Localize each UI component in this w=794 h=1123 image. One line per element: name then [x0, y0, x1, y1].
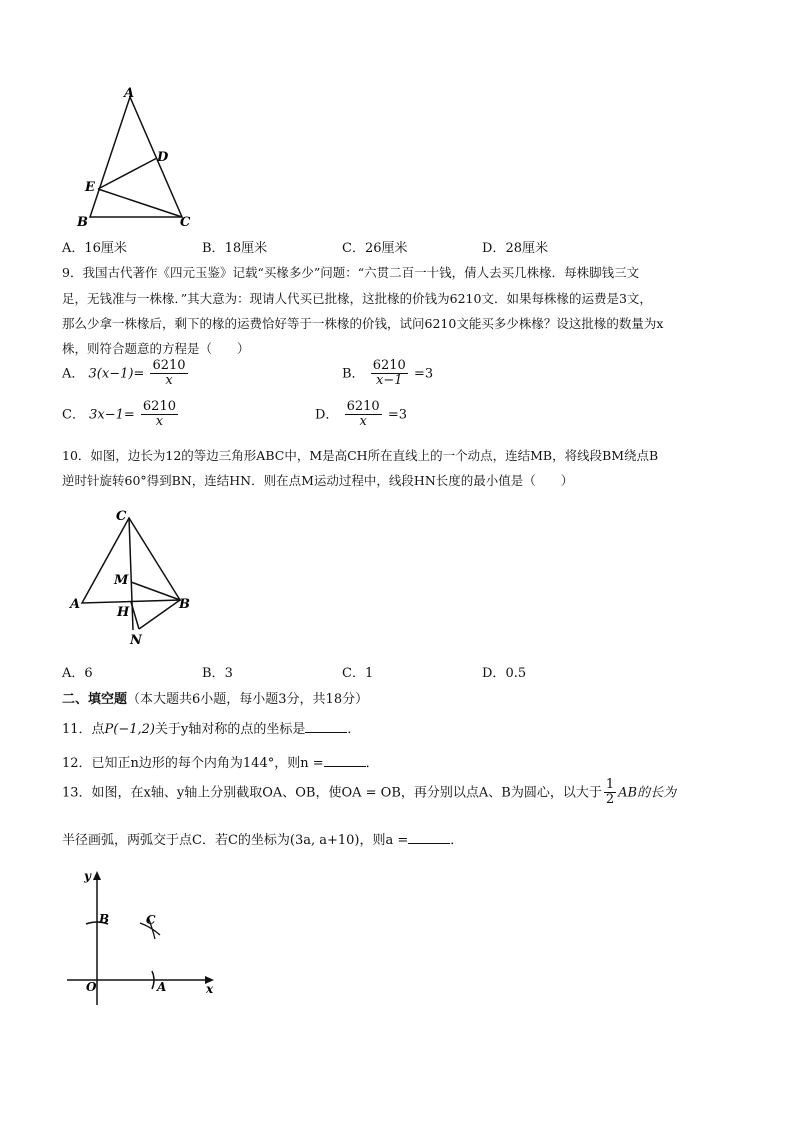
q9-option-a[interactable]: A． 3(x−1)= $\frac{6210}{x}$ — [62, 358, 186, 389]
q9-option-c[interactable]: C． 3x−1= $\frac{6210}{x}$ — [62, 399, 176, 430]
label-b: B — [99, 912, 110, 926]
altitude-ch — [129, 518, 133, 630]
q10-line-2: 逆时针旋转60°得到BN，连结HN．则在点M运动过程中，线段HN长度的最小值是（ ） — [62, 473, 574, 488]
q10-option-c[interactable]: C．1 — [342, 666, 374, 681]
q10-line-1: 10．如图，边长为12的等边三角形ABC中，M是高CH所在直线上的一个动点，连结MB，将线段BM绕点B — [62, 448, 659, 463]
q10-option-a[interactable]: A．6 — [62, 666, 93, 681]
q13-line-1: 13．如图，在x轴、y轴上分别截取OA、OB，使OA = OB，再分别以点A、B为圆心，以大于 $\frac{1}{2}$ AB的长为 — [62, 777, 677, 808]
label-x: x — [206, 982, 214, 996]
q10-triangle-figure — [65, 500, 205, 650]
y-axis-arrow — [93, 871, 101, 880]
q8-option-d[interactable]: D．28厘米 — [482, 241, 548, 256]
segment-bn — [139, 600, 180, 629]
q9-option-b[interactable]: B． $\frac{6210}{x-1}$ =3 — [342, 358, 434, 389]
q11: 11．点P(−1,2)关于y轴对称的点的坐标是 ． — [62, 722, 361, 737]
q10-option-b[interactable]: B．3 — [202, 666, 233, 681]
label-d: D — [157, 150, 169, 165]
label-c: C — [180, 215, 191, 230]
segment-ec — [98, 189, 182, 217]
fraction: $\frac{6210}{x}$ — [142, 399, 176, 430]
label-a: A — [70, 597, 81, 612]
q8-option-b[interactable]: B．18厘米 — [202, 241, 268, 256]
fraction: $\frac{6210}{x}$ — [346, 399, 380, 430]
q9-line-2: 足，无钱准与一株椽．”其大意为：现请人代买已批椽，这批椽的价钱为6210文．如果每株椽的运费是3文， — [62, 291, 652, 306]
q8-option-c[interactable]: C．26厘米 — [342, 241, 408, 256]
label-h: H — [117, 605, 130, 620]
label-c: C — [146, 913, 156, 927]
label-n: N — [130, 633, 142, 648]
answer-blank[interactable] — [408, 831, 450, 844]
label-c: C — [116, 509, 127, 524]
section-heading: 二、填空题（本大题共6小题，每小题3分，共18分） — [62, 692, 369, 707]
q9-option-d[interactable]: D． $\frac{6210}{x}$ =3 — [315, 399, 407, 430]
q13-coordinate-figure — [62, 865, 232, 1015]
fraction: $\frac{6210}{x}$ — [152, 358, 186, 389]
q9-line-3: 那么少拿一株椽后，剩下的椽的运费恰好等于一株椽的价钱，试问6210文能买多少株椽？设这批椽的数量为x — [62, 316, 664, 331]
label-o: O — [86, 980, 97, 994]
label-b: B — [77, 215, 88, 230]
label-m: M — [114, 573, 129, 588]
label-a: A — [157, 980, 167, 994]
fraction: $\frac{6210}{x-1}$ — [372, 358, 406, 389]
q8-option-a[interactable]: A．16厘米 — [62, 241, 127, 256]
label-e: E — [85, 180, 95, 195]
q8-triangle-figure — [70, 85, 210, 230]
answer-blank[interactable] — [305, 720, 347, 733]
q9-line-4: 株，则符合题意的方程是（ ） — [62, 341, 250, 356]
q10-option-d[interactable]: D．0.5 — [482, 666, 527, 681]
q9-line-1: 9．我国古代著作《四元玉鉴》记载“买椽多少”问题：“六贯二百一十钱，倩人去买几株椽．每株脚钱三文 — [62, 265, 640, 280]
label-b: B — [179, 597, 190, 612]
label-y: y — [84, 869, 91, 883]
answer-blank[interactable] — [324, 754, 366, 767]
segment-mb — [131, 582, 180, 600]
segment-ed — [98, 158, 157, 189]
q12: 12．已知正n边形的每个内角为144°，则n = ． — [62, 756, 379, 771]
q13-line-2: 半径画弧，两弧交于点C．若C的坐标为(3a, a+10)，则a = ． — [62, 833, 464, 848]
label-a: A — [124, 86, 135, 101]
fraction-half: $\frac{1}{2}$ — [605, 777, 615, 808]
